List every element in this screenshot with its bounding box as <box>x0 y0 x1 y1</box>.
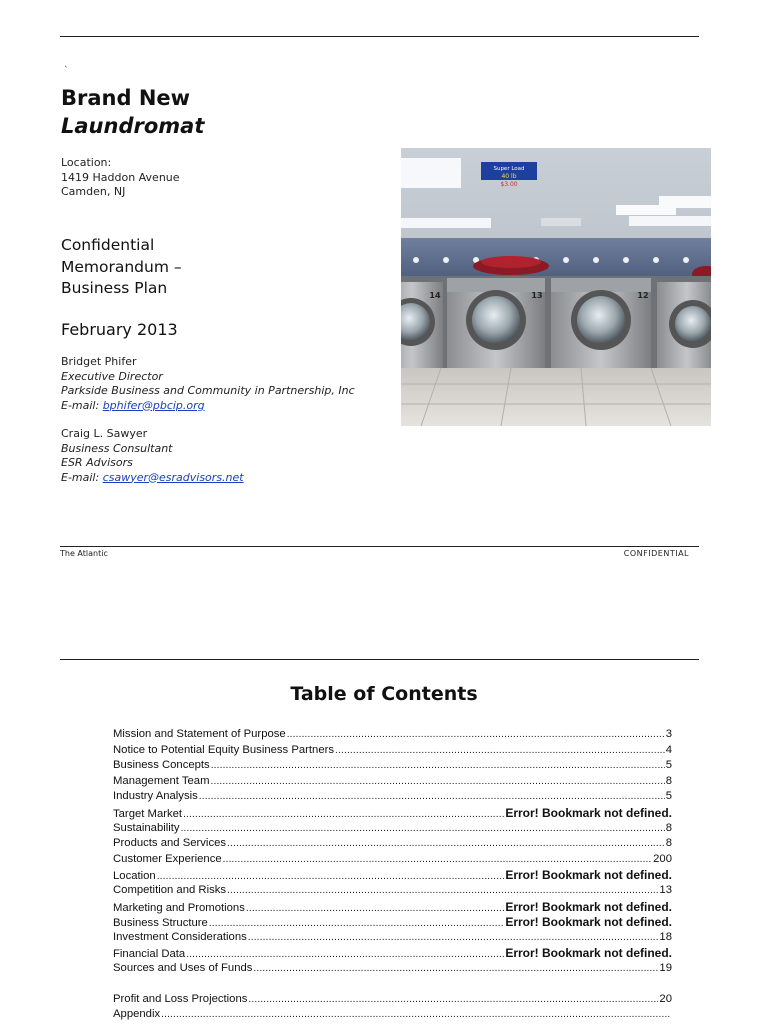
toc-leader-dots <box>223 853 653 865</box>
toc-entry-label: Customer Experience <box>113 852 222 865</box>
location-city: Camden, NJ <box>61 185 126 198</box>
toc-entry-label: Management Team <box>113 774 210 787</box>
memo-line-1: Confidential <box>61 236 155 254</box>
toc-leader-dots <box>183 808 504 820</box>
toc-entry-page: Error! Bookmark not defined. <box>505 899 672 914</box>
email-label: E-mail: <box>61 398 100 412</box>
toc-entry-page: Error! Bookmark not defined. <box>505 868 672 883</box>
toc-entry-page: Error! Bookmark not defined. <box>505 805 672 820</box>
svg-text:14: 14 <box>429 291 441 300</box>
toc-gap <box>113 978 672 993</box>
toc-leader-dots <box>157 870 505 882</box>
washer-middle <box>447 278 545 368</box>
toc-entry-page: 13 <box>659 883 672 896</box>
footer-right: CONFIDENTIAL <box>623 549 689 558</box>
cover-title-line1: Brand New <box>61 86 191 110</box>
toc-leader-dots <box>161 1008 671 1020</box>
contact-name: Craig L. Sawyer <box>61 427 148 440</box>
toc-leader-dots <box>227 884 658 896</box>
toc-entry-page: 19 <box>659 961 672 974</box>
toc-entry-page: 4 <box>665 743 672 756</box>
toc-entry-page: Error! Bookmark not defined. <box>505 915 672 930</box>
toc-entry-page: 200 <box>653 852 672 865</box>
toc-entry-page: 8 <box>665 774 672 787</box>
toc-entry-label: Sources and Uses of Funds <box>113 961 253 974</box>
toc-entry[interactable] <box>113 728 672 744</box>
contact-title: Executive Director <box>61 369 163 383</box>
toc-leader-dots <box>246 902 504 914</box>
toc-entry-page: 8 <box>665 821 672 834</box>
cover-title-line2: Laundromat <box>61 114 205 138</box>
toc-leader-dots <box>335 744 665 756</box>
toc-entry-label: Appendix <box>113 1008 161 1021</box>
toc-leader-dots <box>248 931 659 943</box>
toc-entry-label: Industry Analysis <box>113 790 198 803</box>
toc-entry-page: 18 <box>659 930 672 943</box>
page2-top-rule <box>60 659 699 660</box>
toc-entry[interactable] <box>113 868 672 884</box>
washer-right <box>551 278 651 368</box>
toc-entry-label: Target Market <box>113 807 183 820</box>
cover-date: February 2013 <box>61 320 178 339</box>
toc-leader-dots <box>211 775 665 787</box>
toc-entry[interactable] <box>113 900 672 916</box>
toc-entry[interactable] <box>113 837 672 853</box>
contact-org: ESR Advisors <box>61 456 133 469</box>
svg-text:12: 12 <box>637 291 649 300</box>
toc-entry[interactable] <box>113 1008 672 1024</box>
toc-entry-page: 5 <box>665 759 672 772</box>
memo-heading <box>61 235 182 300</box>
toc-entry-label: Business Structure <box>113 917 208 930</box>
svg-text:40 lb: 40 lb <box>501 173 517 180</box>
toc-entry-label: Investment Considerations <box>113 930 247 943</box>
toc-entry-page: 8 <box>665 837 672 850</box>
location-block <box>61 156 180 200</box>
toc-entry-label: Products and Services <box>113 837 227 850</box>
toc-entry-label: Notice to Potential Equity Business Partners <box>113 743 335 756</box>
toc-entry-label: Business Concepts <box>113 759 210 772</box>
toc-leader-dots <box>248 993 658 1005</box>
toc-entry-page: Error! Bookmark not defined. <box>505 946 672 961</box>
contact-1 <box>61 355 355 413</box>
toc-entry-page: 3 <box>665 728 672 740</box>
toc-entry[interactable] <box>113 790 672 806</box>
toc-entry[interactable] <box>113 915 672 931</box>
svg-text:13: 13 <box>531 291 543 300</box>
toc-leader-dots <box>181 822 665 834</box>
location-label: Location: <box>61 156 112 169</box>
contact-org: Parkside Business and Community in Partnership, Inc <box>61 384 355 397</box>
toc-entry-label: Mission and Statement of Purpose <box>113 728 286 740</box>
toc-entry-label: Marketing and Promotions <box>113 901 245 914</box>
toc-leader-dots <box>186 948 504 960</box>
toc-entry[interactable] <box>113 962 672 978</box>
toc-entry[interactable] <box>113 759 672 775</box>
toc-leader-dots <box>287 728 665 740</box>
footer-left: The Atlantic <box>60 549 108 558</box>
toc-leader-dots <box>211 759 665 771</box>
washer-far-right <box>657 282 711 368</box>
toc-entry[interactable] <box>113 884 672 900</box>
contact-2 <box>61 427 244 485</box>
toc-entry[interactable] <box>113 744 672 760</box>
toc-entry[interactable] <box>113 775 672 791</box>
toc-entry-page: 5 <box>665 790 672 803</box>
toc-entry-label: Financial Data <box>113 948 186 961</box>
toc-entry[interactable] <box>113 931 672 947</box>
toc-list <box>113 728 672 1024</box>
svg-text:Super Load: Super Load <box>493 166 525 172</box>
toc-leader-dots <box>199 790 665 802</box>
washer-left <box>401 282 443 368</box>
toc-entry-label: Location <box>113 870 156 883</box>
toc-title: Table of Contents <box>290 683 478 705</box>
toc-entry-label: Profit and Loss Projections <box>113 992 248 1005</box>
toc-leader-dots <box>209 917 505 929</box>
toc-entry[interactable] <box>113 853 672 869</box>
svg-text:$3.00: $3.00 <box>500 181 518 188</box>
toc-entry[interactable] <box>113 993 672 1009</box>
top-rule <box>60 36 699 37</box>
memo-line-3: Business Plan <box>61 279 168 297</box>
contact-name: Bridget Phifer <box>61 355 137 368</box>
contact-email-link[interactable]: bphifer@pbcip.org <box>102 398 205 412</box>
contact-title: Business Consultant <box>61 441 173 455</box>
toc-entry-label: Sustainability <box>113 821 180 834</box>
toc-entry[interactable] <box>113 946 672 962</box>
footer-rule <box>60 546 699 547</box>
toc-entry-page: 20 <box>659 992 672 1005</box>
toc-entry[interactable] <box>113 822 672 838</box>
location-street: 1419 Haddon Avenue <box>61 170 180 184</box>
toc-leader-dots <box>253 962 658 974</box>
laundromat-photo <box>401 148 711 426</box>
stray-mark: ` <box>64 66 69 76</box>
toc-entry[interactable] <box>113 806 672 822</box>
toc-entry-label: Competition and Risks <box>113 883 227 896</box>
toc-leader-dots <box>227 837 665 849</box>
contact-email-link[interactable]: csawyer@esradvisors.net <box>102 470 244 484</box>
email-label: E-mail: <box>61 470 100 484</box>
memo-line-2: Memorandum – <box>61 257 182 276</box>
